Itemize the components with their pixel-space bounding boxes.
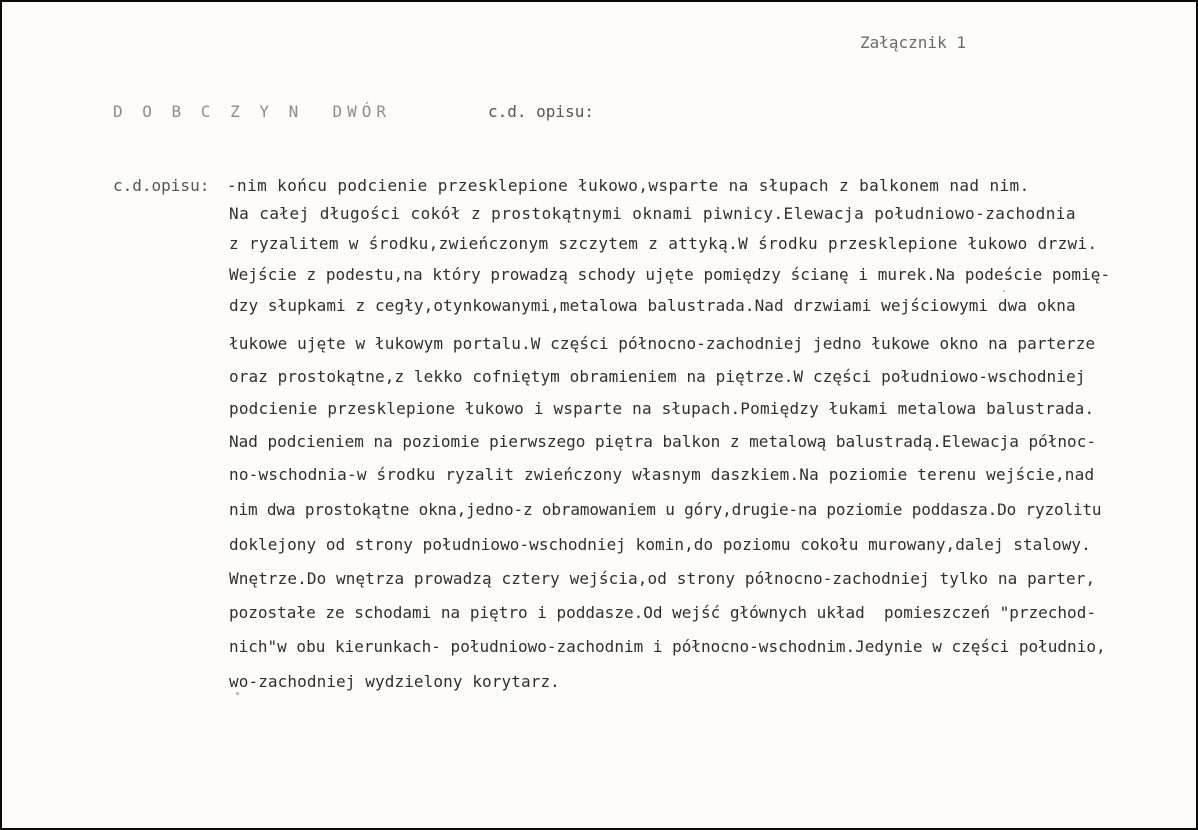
body-line: Nad podcieniem na poziomie pierwszego piętra balkon z metalową balustradą.Elewacja północ- xyxy=(229,432,1096,451)
typed-document-card xyxy=(2,2,1196,828)
body-line: nich"w obu kierunkach- południowo-zachodnim i północno-wschodnim.Jedynie w części południo, xyxy=(229,637,1106,656)
body-line: nim dwa prostokątne okna,jedno-z obramowaniem u góry,drugie-na poziomie poddasza.Do ryzolitu xyxy=(229,500,1102,519)
body-line: wo-zachodniej wydzielony korytarz. xyxy=(229,672,560,691)
body-line: łukowe ujęte w łukowym portalu.W części północno-zachodniej jedno łukowe okno na parterze xyxy=(229,334,1096,353)
body-line: dzy słupkami z cegły,otynkowanymi,metalowa balustrada.Nad drzwiami wejściowymi dwa okna xyxy=(229,296,1076,315)
paper-speck xyxy=(1003,290,1005,292)
body-line: oraz prostokątne,z lekko cofniętym obramieniem na piętrze.W części południowo-wschodniej xyxy=(229,367,1086,386)
body-line: pozostałe ze schodami na piętro i poddasze.Od wejść głównych układ pomieszczeń "przechod- xyxy=(229,603,1096,622)
continuation-label: c.d.opisu: xyxy=(113,176,210,195)
paper-speck xyxy=(236,692,239,695)
body-line: doklejony od strony południowo-wschodniej komin,do poziomu cokołu murowany,dalej stalowy. xyxy=(229,535,1091,554)
body-line: Wnętrze.Do wnętrza prowadzą cztery wejścia,od strony północno-zachodniej tylko na parter, xyxy=(229,569,1096,588)
document-subtitle: c.d. opisu: xyxy=(488,102,594,121)
body-line: Na całej długości cokół z prostokątnymi oknami piwnicy.Elewacja południowo-zachodnia xyxy=(229,204,1076,223)
body-line: Wejście z podestu,na który prowadzą schody ujęte pomiędzy ścianę i murek.Na podeście pomię- xyxy=(229,265,1111,284)
annex-label: Załącznik 1 xyxy=(860,33,966,52)
document-title: D O B C Z Y N DWÓR xyxy=(113,102,392,121)
body-line: podcienie przesklepione łukowo i wsparte na słupach.Pomiędzy łukami metalowa balustrada. xyxy=(229,399,1095,418)
body-line: z ryzalitem w środku,zwieńczonym szczytem z attyką.W środku przesklepione łukowo drzwi. xyxy=(229,234,1098,253)
body-line: -nim końcu podcienie przesklepione łukowo,wsparte na słupach z balkonem nad nim. xyxy=(227,176,1030,195)
body-line: no-wschodnia-w środku ryzalit zwieńczony własnym daszkiem.Na poziomie terenu wejście,nad xyxy=(229,465,1095,484)
